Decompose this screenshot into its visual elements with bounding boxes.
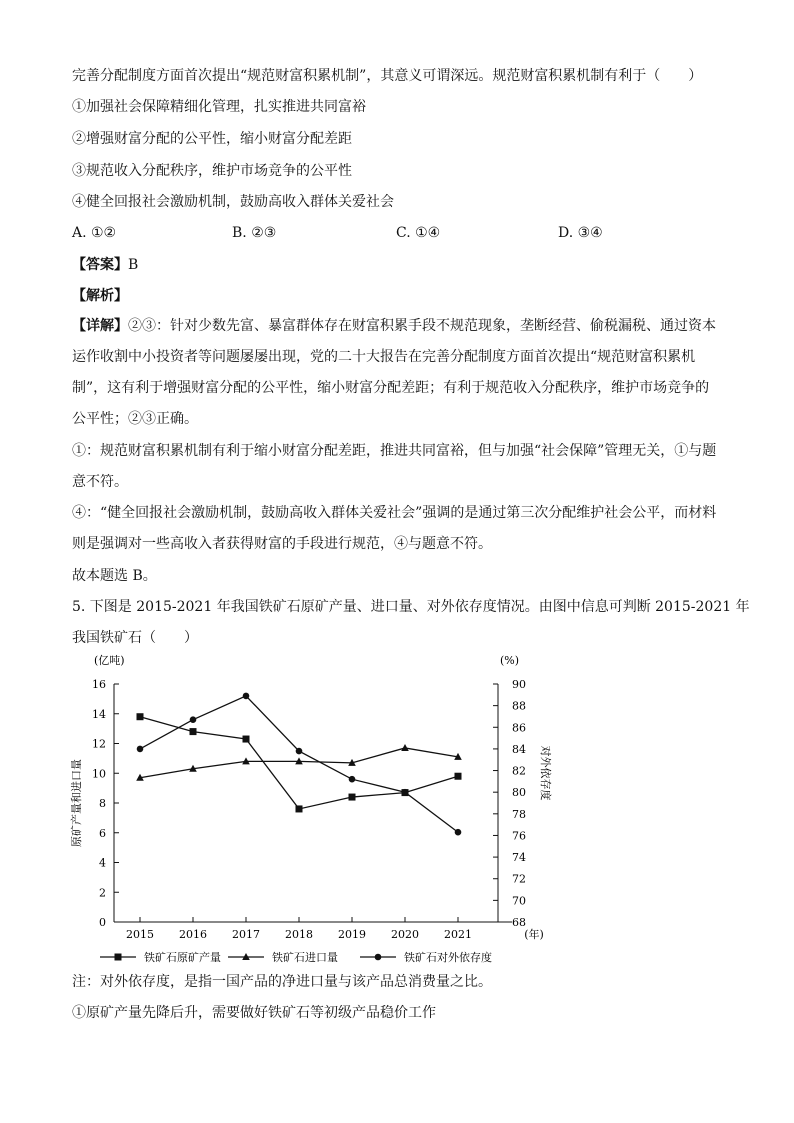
analysis-tag: 【解析】 bbox=[72, 288, 128, 304]
y-right-unit: (%) bbox=[500, 654, 520, 667]
detail-line-2: 运作收割中小投资者等问题屡屡出现，党的二十大报告在完善分配制度方面首次提出“规范财富积累机 bbox=[72, 349, 696, 365]
series-3-point bbox=[349, 776, 356, 783]
q4-option-d: D. ③④ bbox=[558, 225, 603, 241]
q5-note: 注：对外依存度，是指一国产品的净进口量与该产品总消费量之比。 bbox=[72, 974, 492, 990]
x-tick-label: 2021 bbox=[444, 928, 472, 941]
conclusion: 故本题选 B。 bbox=[72, 568, 157, 584]
series-1-point bbox=[190, 728, 197, 735]
q5-item-1: ①原矿产量先降后升，需要做好铁矿石等初级产品稳价工作 bbox=[72, 1005, 436, 1021]
y-left-tick-label: 12 bbox=[92, 737, 106, 751]
series-2-point bbox=[401, 744, 409, 751]
x-tick-label: 2020 bbox=[391, 928, 419, 941]
y-left-tick-label: 8 bbox=[99, 797, 106, 810]
y-left-tick-label: 4 bbox=[99, 856, 106, 870]
y-right-tick-label: 90 bbox=[512, 678, 526, 691]
y-left-tick-label: 6 bbox=[99, 826, 106, 840]
y-right-tick-label: 84 bbox=[512, 742, 526, 756]
series-1-point bbox=[455, 773, 462, 780]
q5-stem-line-2: 我国铁矿石（ ） bbox=[72, 630, 198, 646]
detail-line-3: 制”，这有利于增强财富分配的公平性，缩小财富分配差距；有利于规范收入分配秩序，维护市场竞争的 bbox=[72, 380, 710, 396]
q4-stem: 完善分配制度方面首次提出“规范财富积累机制”，其意义可谓深远。规范财富积累机制有利于（ ） bbox=[72, 68, 703, 84]
y-left-tick-label: 0 bbox=[99, 916, 106, 929]
explain-1-line-2: 意不符。 bbox=[72, 474, 128, 490]
y-right-tick-label: 74 bbox=[512, 851, 526, 865]
x-tick-label: 2018 bbox=[285, 928, 313, 941]
y-left-tick-label: 16 bbox=[92, 678, 106, 691]
legend-marker bbox=[115, 954, 122, 961]
legend-marker bbox=[375, 954, 382, 961]
explain-4-line-2: 则是强调对一些高收入者获得财富的手段进行规范，④与题意不符。 bbox=[72, 536, 492, 552]
series-3-point bbox=[243, 693, 250, 700]
y-right-tick-label: 70 bbox=[512, 894, 526, 908]
legend-label: 铁矿石进口量 bbox=[272, 951, 338, 964]
q4-option-b: B. ②③ bbox=[232, 225, 277, 241]
x-axis-unit: (年) bbox=[524, 928, 544, 941]
detail-line-4: 公平性；②③正确。 bbox=[72, 411, 198, 427]
x-tick-label: 2016 bbox=[179, 928, 207, 941]
iron-ore-chart bbox=[60, 650, 552, 970]
y-left-axis-label: 原矿产量和进口量 bbox=[70, 759, 83, 847]
series-3-point bbox=[137, 746, 144, 753]
q4-item-2: ②增强财富分配的公平性，缩小财富分配差距 bbox=[72, 131, 352, 147]
y-right-tick-label: 82 bbox=[512, 764, 526, 778]
y-right-axis-label: 对外依存度 bbox=[539, 745, 552, 801]
series-3-point bbox=[402, 789, 409, 796]
series-1-point bbox=[137, 713, 144, 720]
y-right-tick-label: 78 bbox=[512, 807, 526, 821]
y-right-tick-label: 72 bbox=[512, 872, 526, 886]
answer-line bbox=[72, 255, 138, 275]
series-3-point bbox=[455, 829, 462, 836]
y-left-tick-label: 14 bbox=[92, 707, 106, 721]
series-3-point bbox=[296, 748, 303, 755]
series-1-point bbox=[349, 794, 356, 801]
answer-tag: 【答案】 bbox=[72, 257, 128, 273]
detail-tag: 【详解】 bbox=[72, 318, 128, 334]
x-tick-label: 2019 bbox=[338, 928, 366, 941]
y-right-tick-label: 88 bbox=[512, 699, 526, 713]
y-left-tick-label: 2 bbox=[99, 886, 106, 900]
y-left-unit: (亿吨) bbox=[94, 654, 125, 667]
q4-item-4: ④健全回报社会激励机制，鼓励高收入群体关爱社会 bbox=[72, 194, 394, 210]
detail-line-1: 【详解】②③：针对少数先富、暴富群体存在财富积累手段不规范现象，垄断经营、偷税漏税、通过资本 bbox=[72, 318, 716, 334]
explain-4-line-1: ④：“健全回报社会激励机制，鼓励高收入群体关爱社会”强调的是通过第三次分配维护社会公平，而材料 bbox=[72, 505, 717, 521]
q4-option-a: A. ①② bbox=[72, 225, 117, 241]
legend-label: 铁矿石对外依存度 bbox=[404, 951, 492, 964]
series-1-point bbox=[296, 805, 303, 812]
series-3-point bbox=[190, 716, 197, 723]
y-right-tick-label: 76 bbox=[512, 829, 526, 843]
series-1-point bbox=[243, 736, 250, 743]
y-left-tick-label: 10 bbox=[92, 767, 106, 781]
q4-item-1: ①加强社会保障精细化管理，扎实推进共同富裕 bbox=[72, 99, 366, 115]
y-right-tick-label: 80 bbox=[512, 786, 526, 800]
x-tick-label: 2015 bbox=[126, 928, 154, 941]
q4-option-c: C. ①④ bbox=[396, 225, 441, 241]
y-right-tick-label: 68 bbox=[512, 916, 526, 929]
explain-1-line-1: ①：规范财富积累机制有利于缩小财富分配差距，推进共同富裕，但与加强“社会保障”管理无关，①与题 bbox=[72, 443, 717, 459]
answer-value: B bbox=[128, 257, 139, 273]
legend-label: 铁矿石原矿产量 bbox=[144, 951, 221, 964]
q5-stem-line-1: 5. 下图是 2015-2021 年我国铁矿石原矿产量、进口量、对外依存度情况。由图中信息可判断 2015-2021 年 bbox=[72, 599, 750, 615]
x-tick-label: 2017 bbox=[232, 928, 260, 941]
y-right-tick-label: 86 bbox=[512, 721, 526, 735]
q4-item-3: ③规范收入分配秩序，维护市场竞争的公平性 bbox=[72, 163, 352, 179]
